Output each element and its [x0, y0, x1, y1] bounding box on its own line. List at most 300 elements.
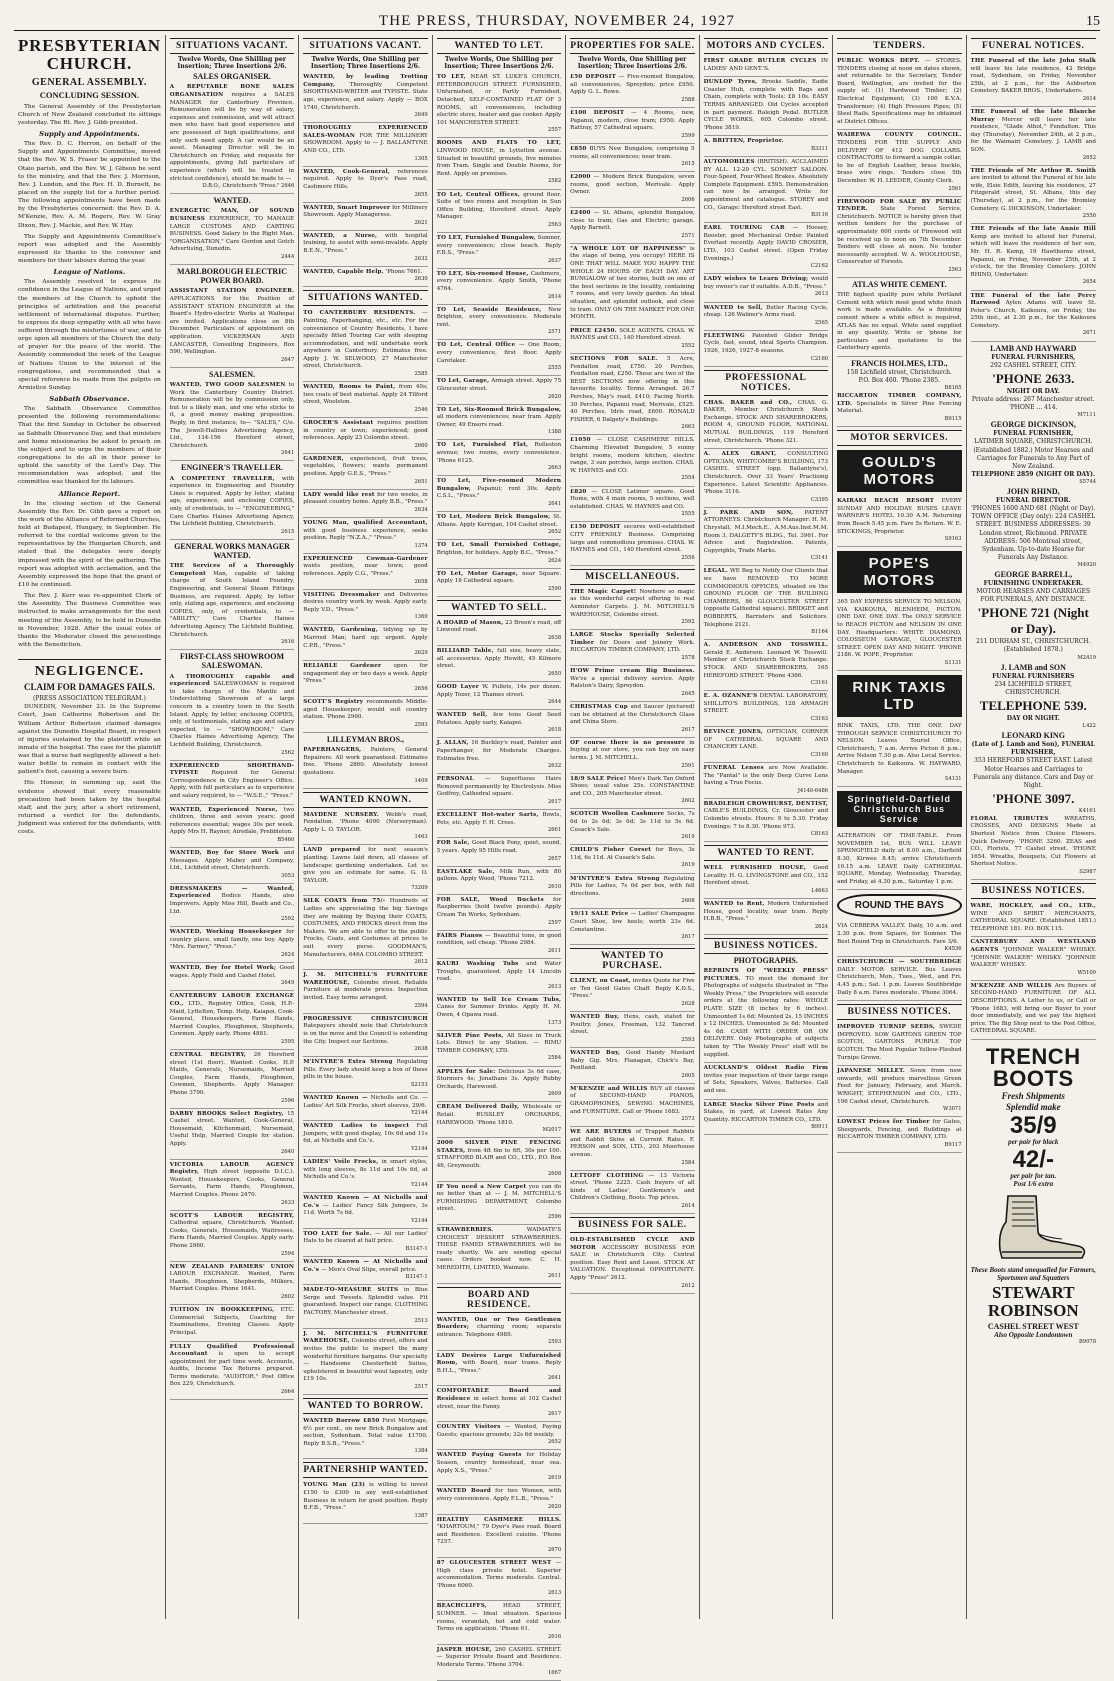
ad-text: Full Jumpers, with good display, 10s 6d and 11s 6d, at Nicholls and Co.'s.	[303, 1123, 428, 1145]
classified-ad	[303, 123, 427, 166]
ad-ref: 2615	[681, 161, 695, 168]
ad-ref: 2652	[547, 529, 562, 536]
classified-ad	[570, 1127, 694, 1170]
ad-body	[704, 727, 828, 763]
ad-body	[303, 267, 427, 288]
ad-ref: 1305	[414, 155, 428, 162]
ad-body	[437, 710, 561, 738]
ad-ref: 2582	[547, 178, 562, 185]
section-header-situations-vacant: SITUATIONS VACANT.	[170, 38, 294, 54]
stewart-robinson-address-2: Also Opposite Londontown	[994, 1330, 1073, 1339]
ad-text: 5 Acre, Fendalton road, £750. 20 Perches, Fendalton road, £250. These are two of the BEST SECTIONS now offering in this favourite locality. Terms Arranged. 26.7 Perches, May's road, £410; Facing North. 30 Perches, Papanui road, Merivale, £525. 40 Perches, Idris road, £600. RONALD FISHER, 6 Dalgety's Buildings.	[570, 356, 695, 423]
ad-keyword: HEALTHY CASHMERE HILLS.	[436, 1516, 562, 1523]
ad-ref: 2611	[547, 947, 562, 954]
ad-body	[437, 569, 561, 597]
ad-ref: 2632	[414, 255, 428, 262]
ad-body	[437, 1182, 561, 1225]
ad-text: ETC. Commercial Subjects, Coaching for Examinations, Evening Classes. Apply Principal.	[169, 1307, 295, 1336]
ad-keyword: OF course there is no pressure	[570, 739, 685, 746]
ad-keyword: 2000 SILVER PINE FENCING STAKES,	[436, 1140, 562, 1154]
classified-ad	[971, 56, 1096, 107]
ad-text: Papanui; rent 30s. Apply C.S.L., "Press."	[436, 485, 562, 500]
ad-keyword: TO Let, Seaside Residence,	[436, 306, 542, 313]
classified-ad	[570, 702, 694, 738]
classified-ad	[971, 901, 1096, 937]
ad-ref: 2593	[681, 1036, 695, 1043]
ad-body	[437, 405, 561, 441]
undertaker-extra: 211 DURHAM ST., CHRISTCHURCH. (Established 1878.)	[976, 638, 1091, 654]
ad-ref: 2645	[681, 690, 695, 697]
undertaker-address: 292 CASHEL STREET, CITY.	[990, 361, 1077, 369]
ad-keyword: TO LET,	[436, 74, 466, 81]
ad-body	[170, 1342, 294, 1401]
ad-ref: 1463	[414, 834, 428, 841]
ad-body	[570, 144, 694, 172]
article-paragraph: The General Assembly of the Presbyterian Church of New Zealand concluded its sittings yesterday. The Rt. Rev. J. Gibb presided.	[18, 103, 161, 126]
classified-ad	[303, 231, 427, 267]
ad-body	[704, 566, 828, 640]
ad-text: Man, capable of taking charge of South Island Foundry, Engineering, and General Steam Fittings Business, are required. Apply, by letter only, stating age, experience, and enclosing COPIES, only, of credentials, to — "ABILITY," Care Charles Haines Advertising Agency, The Lichfield Building, Christchurch.	[169, 570, 295, 638]
ad-keyword: THE Friends of the late Annie Hill	[970, 226, 1096, 233]
ad-ref: 2609	[547, 1091, 562, 1098]
ad-ref: 2593	[414, 721, 428, 728]
article-paragraph: The Assembly resolved to express its confidence in the League of Nations, and urged the members of the Church to uphold the principles of arbitration and the peaceful settlement of international disputes. Further, to express its deep sympathy with all who have suffered through the misfortunes of war, and to urge upon all members of the Church the duty of prayer for the peace of the world. The Assembly commended the work of the League of Nations Union to the interest of the congregations, and recommended that a special reference be made from the pulpits on Armistice Sunday.	[18, 279, 161, 392]
classified-ad	[437, 618, 561, 646]
ad-text: "KHARTOUM," 79 Dyer's Pass road. Board and Residence. Excellent cuisine. 'Phone 7257.	[436, 1524, 562, 1546]
ad-body	[837, 721, 961, 787]
ad-ref: 2617	[547, 1411, 562, 1418]
ad-keyword: SCOTT'S LABOUR REGISTRY,	[169, 1212, 295, 1219]
classified-ad	[570, 522, 694, 565]
ad-keyword: TO Let, Modern Brick Bungalow,	[436, 514, 551, 521]
ad-keyword: LEGAL.	[703, 568, 729, 575]
ad-body	[437, 1138, 561, 1181]
ad-body	[704, 799, 828, 842]
ad-body	[704, 966, 828, 1063]
ad-keyword: ROOMS AND FLATS TO LET,	[436, 140, 562, 147]
classified-ad	[303, 745, 427, 788]
ad-keyword: TOO LATE for Sale.	[303, 1230, 372, 1237]
section-header-wanted-to-sell: WANTED TO SELL.	[437, 600, 561, 616]
ad-keyword: GROCER'S Assistant	[303, 419, 374, 426]
ad-text: for next season's planting. Lawns laid down, all classes of landscape gardening undertaken. Let us give you an estimate for same. G. O. TAYLOR.	[303, 847, 428, 884]
ad-keyword: WANTED Sell,	[436, 712, 488, 719]
ad-keyword: FLORAL TRIBUTES	[970, 815, 1049, 822]
ad-body	[303, 490, 427, 518]
ad-ref: 1387	[414, 1512, 428, 1519]
ad-ref: 73209	[411, 885, 428, 892]
undertaker-name: J. LAMB and SON	[1000, 662, 1066, 672]
ad-body	[303, 1229, 427, 1257]
classified-ad	[704, 1100, 828, 1136]
ad-ref: C3395	[810, 496, 829, 503]
ad-ref: 2578	[681, 655, 695, 661]
article-source: (PRESS ASSOCIATION TELEGRAM.)	[32, 695, 146, 703]
classified-ad	[170, 1109, 294, 1160]
classified-ad	[303, 1257, 427, 1285]
ad-text: for Gates, Sheepyards, Fencing, and Buildings at RICCARTON TIMBER COMPANY, LTD.	[837, 1119, 962, 1141]
ad-ref: B5460	[277, 836, 295, 843]
ad-ref: 2596	[281, 1097, 295, 1104]
ad-keyword: TO Let, Central Offices,	[436, 191, 520, 198]
ad-keyword: £820	[570, 488, 587, 495]
ad-ref: 2671	[1082, 330, 1096, 337]
ad-body	[303, 418, 427, 454]
ad-keyword: LADIES' Voile Frocks,	[303, 1159, 379, 1166]
ad-list	[437, 72, 561, 597]
ad-ref: 2606	[681, 196, 695, 203]
ad-text: 15 Cashel street. Wanted, Cook-General, Housemaid, Kitchenmaid, Nursemaid, Useful Help, Married Couple for station. Apply.	[169, 1110, 295, 1147]
ad-list	[837, 1022, 961, 1153]
ad-keyword: WANTED Buy,	[570, 1014, 620, 1021]
classified-ad	[437, 476, 561, 512]
ad-body	[704, 398, 828, 450]
classified-ad	[437, 269, 561, 305]
ad-body	[704, 331, 828, 367]
classified-ad	[437, 810, 561, 838]
ad-keyword: CLIENT, on Coast,	[570, 978, 631, 985]
ad-body	[837, 1117, 961, 1153]
ad-single	[837, 391, 961, 427]
ad-text: — Beautiful tone, in good condition, sell cheap. 'Phone 2984.	[436, 932, 562, 947]
classified-ad	[303, 1480, 427, 1523]
ad-ref: 2658	[414, 578, 428, 585]
boots-price-black: 35/9	[1009, 1112, 1057, 1140]
ad-text: — Ladies' Champagne Court Shoe, low heels; worth 23s 6d. Constantine.	[570, 911, 695, 933]
classified-ad	[971, 981, 1096, 1040]
ad-keyword: RELIABLE Gardener	[303, 663, 382, 670]
ad-body	[303, 896, 427, 970]
ad-body	[303, 382, 427, 418]
ad-keyword: FLEETWING	[703, 332, 745, 339]
ad-keyword: SLIVER Pine Posts,	[436, 1032, 504, 1039]
ad-keyword: H'OW Prime cream Big Business.	[570, 668, 695, 675]
classified-ad	[437, 931, 561, 959]
ad-body	[570, 702, 694, 738]
classified-ad	[437, 774, 561, 810]
ad-body	[437, 512, 561, 540]
classified-ad	[570, 666, 694, 702]
ad-text: with good business experience, seeks position. Reply "N.Z.A.," "Press."	[303, 527, 428, 542]
ad-ref: 3053	[281, 872, 295, 879]
ad-body	[437, 838, 561, 866]
ad-text: DENTAL LABORATORY, SHILLITO'S BUILDINGS, 128 ARMAGH STREET.	[703, 693, 829, 715]
ad-text: All Sizes in Truck Lots. Direct to any Station. — RIMU TIMBER COMPANY, LTD.	[436, 1032, 562, 1054]
ad-ref: 2592	[281, 916, 295, 923]
ad-keyword: VICTORIA LABOUR AGENCY Registry,	[169, 1161, 295, 1176]
rate-line: Twelve Words, One Shilling per Insertion; Three Insertions 2/6.	[577, 56, 688, 71]
ad-single	[837, 496, 961, 547]
ad-text: FOR THE MILLINERY SHOWROOM. Apply to — J. BALLANTYNE AND CO., LTD.	[303, 132, 428, 155]
ad-body	[570, 326, 694, 354]
ad-body	[303, 554, 427, 590]
ad-keyword: TO Let, Motor Garage,	[436, 570, 519, 577]
classified-ad	[303, 554, 427, 590]
ad-text: — Painting, Paperhanging, etc., etc. For the convenience of Country Residents, I have specially fitted Touring Car with sleeping accommodation, and will undertake work anywhere in Canterbury. Estimates free. Apply J. W. SELWOOD, 27 Manchester street, Christchurch.	[303, 310, 428, 370]
ad-text: WAIMATE'S CHOICEST DESSERT STRAWBERRIES. THESE FAMED STRAWBERRIES will be ready shortly. We are sending special cases. Orders booked now. C. H. MEREDITH, LIMITED, Waimate.	[436, 1227, 562, 1272]
ad-text: in Blue Serge and Tweeds. Splendid value. Fit guaranteed. Inspect our range. CLOTHING FACTORY, Manchester street.	[303, 1287, 428, 1317]
section-header-wanted-known: WANTED KNOWN.	[303, 792, 427, 808]
ad-body	[570, 666, 694, 702]
ad-body	[170, 927, 294, 963]
ad-keyword: THE Funeral of the late Blanche Murray	[970, 109, 1096, 123]
ad-body	[170, 1160, 294, 1211]
ad-body	[303, 810, 427, 846]
ad-body	[971, 814, 1096, 880]
ad-body	[971, 56, 1096, 107]
ad-ref: B3147-1	[405, 1274, 428, 1281]
ad-ref: 2552	[681, 343, 695, 349]
undertaker-sub: FUNERAL FURNISHERS,	[991, 353, 1076, 361]
ad-keyword: £2400	[570, 210, 591, 217]
ad-text: would buy owner's car if suitable. A.D.B., "Press."	[703, 276, 829, 290]
ad-single	[704, 1100, 828, 1136]
ad-keyword: CANTERBURY AND WESTLAND AGENTS	[970, 939, 1096, 954]
ad-text: BUY all classes of SECOND-HAND PIANOS, GRAMOPHONES, SEWING MACHINES, and FURNITURE. Call or 'Phone 1683.	[570, 1085, 695, 1115]
ad-single	[303, 1416, 427, 1459]
ad-body	[437, 269, 561, 305]
ad-ref: 2612	[681, 1282, 695, 1289]
boots-postage: Post 1/6 extra	[1013, 1180, 1054, 1189]
ad-ref: C3169	[810, 751, 829, 758]
ad-text: Colombo street. Reliable Furniture at moderate prices. Inspection invited. Easy terms arranged.	[303, 979, 428, 1002]
ad-body	[437, 1031, 561, 1067]
ad-ref: 2571	[547, 329, 562, 336]
ad-ref: Y2144	[411, 1181, 428, 1188]
classified-ad	[704, 799, 828, 842]
ad-ref: 2619	[681, 862, 695, 869]
ad-text: — Hoosey, Booster, good Mechanical Order. Painted Everlast recently. Apply DAVID CROSIER, LTD., 103 Cashel street. (Open Friday Evenings.)	[703, 225, 829, 262]
article-paragraph: The Supply and Appointments Committee's report was adopted and the Assembly expressed its thanks to the convener and members for their labours during the year.	[18, 233, 161, 265]
classified-ad	[437, 1601, 561, 1644]
classified-ad	[170, 463, 294, 539]
ad-keyword: WANTED, Boy for Store Work	[169, 849, 279, 856]
ad-keyword: CANTERBURY LABOUR EXCHANGE CO.,	[169, 993, 295, 1007]
ad-list	[704, 863, 828, 935]
ad-text: Good Black Pony, quiet, sound, 5 years. Apply 95 Hills road.	[436, 840, 562, 854]
ad-keyword: EXPERIENCED Cowman-Gardener	[303, 555, 428, 562]
ad-keyword: WANTED, TWO GOOD SALESMEN	[169, 382, 286, 388]
ad-text: Wholesale or Retail. RUSSLEY ORCHARDS, HAREWOOD. 'Phone 1810.	[436, 1104, 562, 1126]
ad-text: EXPERIENCE, TO MANAGE LARGE CUSTOMS AND CARTING BUSINESS. Good Salary to the Right Man. "ORGANISATION," Care Gordon and Gotch Advertising, Dunedin.	[169, 216, 295, 253]
article-section-head: Sabbath Observance.	[49, 395, 130, 404]
classified-ad	[303, 1285, 427, 1328]
classified-ad	[570, 1084, 694, 1127]
column-4	[433, 35, 566, 1676]
ad-keyword: M'KENZIE AND WILLIS	[970, 982, 1052, 989]
ad-keyword: WE ARE BUYERS	[570, 1129, 632, 1136]
ad-keyword: LARGE Stocks Specially Selected Timber	[570, 632, 695, 646]
ad-text: 26 Hereford street (1st floor). Wanted: Cooks, H.P. Maids, Generals, Nursemaids, Married Couples, Farm Hands, Ploughmen, Cowmen, Shepherds. Apply Manager. Phone 3790.	[169, 1051, 295, 1096]
goulds-motors-banner: GOULD'S MOTORS	[837, 450, 961, 492]
ad-body	[303, 231, 427, 267]
ad-body	[704, 157, 828, 223]
ad-text: SOLE AGENTS. CHAS. W. HAYNES and CO., 140 Hereford street.	[570, 327, 695, 342]
ad-keyword: SECTIONS FOR SALE.	[570, 356, 658, 363]
ad-body	[303, 745, 427, 788]
undertaker-phone: TELEPHONE 2859 (NIGHT OR DAY).	[971, 470, 1096, 478]
ad-text: Bodice Hands, also Improvers. Apply Miss Hill, Beath and Co., Ltd.	[169, 893, 295, 915]
ad-body	[437, 1225, 561, 1284]
ad-keyword: LOWEST Prices for Timber	[837, 1119, 930, 1126]
ad-text: — STORES. TENDERS closing at noon on dates shown, and returnable to the Secretary, Tender Board, Wellington, are invited for the supply of: (1) Hardwood Timber; (2) Electrical Equipment; (3) 100 K.V.A. Transformer; (4) High Pressure Pipes; (5) Steel Rails. Specifications may be obtained at District Offices.	[837, 58, 962, 125]
ad-text: from 40s; two coats of best material. Apply 24 Tilford street, Woolston.	[303, 384, 428, 406]
ad-ref: S9163	[944, 536, 962, 543]
ad-body	[303, 1157, 427, 1193]
ad-body	[570, 522, 694, 565]
ad-keyword: WANTED Known — At Nicholls and Co.'s	[303, 1194, 428, 1209]
ad-ref: C8163	[810, 831, 829, 838]
ad-text: — CLOSE CASHMERE HILLS. Charming Elevated Bungalow, 5 sunny bright rooms, modern kitchen, electric range, 3 sun porches, large section. CHAS. W. HAYNES and CO.	[570, 437, 695, 474]
ad-ref: 2611	[547, 1272, 562, 1279]
article-paragraph: The Rev. D. C. Herron, on behalf of the Supply and Appointments Committee, moved that the Rev. W. S. Fraser be appointed to the Otaio parish, and the Rev. W. J. Gibson be sent to the ministry, and that the Rev. J. Morrison, Rev. J. Lundon, and the Rev. H. D. Burnett, be placed on the supply list for a further period. The following appointments have been made by the Presbyteries concerned: the Rev. D. A. M'Kenzie, Rev. A. M. Rogers, Rev. W. Gray Dixon, Rev. J. Mackie, and Rev. W. Hay.	[18, 141, 161, 229]
ad-text: — CLOSE Latimer square. Good Home, with 4 main rooms, 5 sections, well established. CHAS. W. HAYNES and CO.	[570, 488, 695, 510]
ad-body	[837, 957, 961, 1001]
ad-ref: 2573	[681, 1116, 695, 1123]
ad-body	[704, 274, 828, 302]
ad-keyword: TO Let, Small Furnished Cottage,	[436, 542, 562, 549]
ad-text: full size, heavy slate, all accessories. Apply Hewitt, 45 Kilmore street.	[436, 648, 562, 670]
ad-keyword: WANTED Ladies to inspect	[303, 1123, 410, 1130]
ad-ref: 2617	[681, 934, 695, 941]
classified-ad	[837, 921, 961, 957]
ad-text: SALESWOMAN is required to take charge of the Mantle and Underclothing Showroom of a large concern in a country town in the South Island. Apply, by letter, enclosing COPIES, only, of testimonials, stating age and salary expected, to — "SHOWROOM," Care Charles Haines Advertising Agency, The Lichfield Building, Christchurch.	[169, 681, 295, 748]
classified-ad	[570, 845, 694, 873]
ad-ref: M4920	[1077, 561, 1096, 568]
classified-ad	[170, 1305, 294, 1341]
ad-text: requires position in country or town; experienced; good references. Apply 23 Colombo street.	[303, 419, 428, 442]
ad-body	[437, 1386, 561, 1422]
ad-text: for Holiday Season, country homestead, near sea. Apply X.S., "Press."	[436, 1452, 562, 1474]
undertaker-sub: (Late of J. Lamb and Son), FUNERAL FURNISHER,	[971, 741, 1095, 757]
ad-body	[837, 1022, 961, 1066]
section-header-situations-wanted: SITUATIONS WANTED.	[303, 290, 427, 306]
ad-keyword: WANTED, Working Housekeeper	[169, 929, 282, 936]
ad-text: requires a SALES MANAGER for Canterbury Province. Remuneration will be by way of salary, expenses and commission, and will attract men who have had good experience and are possessed of high qualifications, and only such need apply. A car would be an asset. Managing Director will be in Christchurch on Friday, and requests for appointments, giving full particulars of experience (which will be treated in strictest confidence), should be made to —	[169, 92, 295, 182]
classified-ad	[971, 224, 1096, 290]
ad-text: Good Handy Mustard Baby Gig. Mrs. Flanagan, Chick's Bay, Pentland.	[570, 1049, 695, 1072]
classified-ad	[170, 1160, 294, 1211]
ad-text: Nowhere so magic as this wonderful carpet offering to real Axminster Carpets. J. M. MITCHELL'S WAREHOUSE, Colombo street.	[570, 588, 695, 618]
ad-body	[170, 848, 294, 884]
ad-ref: 2614	[681, 1203, 695, 1209]
ad-ref: 2517	[414, 1383, 428, 1390]
classified-ad	[437, 1031, 561, 1067]
ad-ref: L4663	[811, 888, 829, 894]
ad-ref: B3311	[811, 145, 829, 152]
classified-ad	[303, 72, 427, 123]
ad-text: with experience in Engineering and Foundry Lines is required. Apply by letter, stating age, experience, and enclosing COPIES, only, of credentials, to — "ENGINEERING," Care Charles Haines Advertising Agency, The Lichfield Building, Christchurch.	[169, 475, 295, 528]
ad-ref: M7111	[1077, 412, 1096, 419]
ad-ref: 2588	[681, 97, 695, 104]
ad-list	[704, 56, 828, 367]
trench-boots-ad	[971, 1046, 1096, 1345]
ad-keyword: LADY would like rest	[303, 491, 375, 498]
ad-text: Aylen Adams will leave St. Peter's Church, Kaikoura, on Friday, the 25th inst., at 2.30 p.m., for the Kaikoura Cemetery.	[970, 300, 1096, 329]
ad-ref: 2634	[414, 506, 428, 513]
classified-ad	[570, 208, 694, 244]
article-headline: PRESBYTERIAN CHURCH.	[18, 36, 161, 73]
ad-text: Colombo street, offers and invites the public to inspect the many wonderful furniture bargains. Our specialty — Handsome Chesterfield Suites, upholstered in beautiful wool tapestry, only £19 10s.	[303, 1338, 428, 1383]
ad-keyword: LARGE Stocks Silver Pine Posts	[703, 1101, 815, 1108]
ad-ref: 2608	[547, 1170, 562, 1177]
classified-ad	[971, 814, 1096, 880]
ad-body	[437, 618, 561, 646]
boots-title: TRENCH BOOTS	[985, 1044, 1081, 1092]
ad-keyword: WANTED, One or Two Gentlemen Boarders;	[436, 1316, 562, 1331]
ad-ref: 2617	[681, 726, 695, 733]
ad-text: "JOHNNIE WALKER" WHISKY. "JOHNNIE WALKER" WHISKY. "JOHNNIE WALKER" WHISKY.	[970, 947, 1097, 969]
ad-body	[837, 56, 961, 130]
ad-keyword: AUTOMOBILES	[703, 159, 755, 165]
section-header-properties-for-sale: PROPERTIES FOR SALE.	[570, 38, 694, 54]
classified-ad	[437, 233, 561, 269]
ad-text: Modern Unfurnished House, good locality, near tram. Reply H.B.B., "Press."	[703, 901, 829, 923]
ad-ref: 2592	[681, 619, 695, 626]
classified-ad	[704, 899, 828, 935]
ad-text: Hundreds of Ladies are appreciating the big Savings they are making by Buying their COATS, COSTUMES, AND FROCKS direct from the Makers. We are able to offer to the public Frocks, Coats, and Costumes at prices to suit every purse. GOODMAN'S, Manufacturers, 646A COLOMBO STREET.	[303, 898, 428, 958]
ad-body	[170, 561, 294, 650]
ad-text: — High class private hotel. Superior accommodation. Terms moderate. Central. 'Phone 6060.	[436, 1560, 562, 1589]
classified-ad	[170, 1262, 294, 1305]
ad-keyword: WANTED Board	[436, 1488, 491, 1495]
ad-body	[704, 136, 828, 157]
ad-ref: 2557	[547, 127, 562, 134]
ad-ref: 2651	[414, 478, 428, 485]
atlas-address: 158 Lichfield street, Christchurch.	[846, 369, 952, 377]
ad-body	[170, 805, 294, 848]
classified-ad	[570, 172, 694, 208]
classified-ad	[971, 937, 1096, 980]
ad-text: ground floor. Suite of two rooms and reception in Sun Office Building, Hereford street. Apply Manager.	[436, 191, 562, 221]
classified-ad	[303, 845, 427, 896]
ad-list	[170, 72, 294, 1400]
undertaker-sub: FUNERAL DIRECTOR.	[995, 497, 1071, 505]
boots-sub: Splendid make	[1005, 1102, 1061, 1113]
ad-keyword: CHAS. BAKER and CO.,	[703, 399, 793, 406]
ad-ref: 2613	[814, 291, 829, 298]
section-header-wanted-to-purchase: WANTED TO PURCHASE.	[570, 948, 694, 974]
ad-text: CHAS. G. BAKER, Member Christchurch Stock Exchange. STOCK AND SHAREBROKERS, ROOM 4, GROUND FLOOR, NATIONAL MUTUAL BUILDINGS, 119 Hereford street, Christchurch. 'Phone 321.	[703, 399, 829, 444]
classified-ad	[437, 1450, 561, 1486]
undertaker-name: GEORGE DICKINSON,	[990, 420, 1076, 430]
classified-ad	[837, 130, 961, 196]
ad-keyword: WANTED, Gardening,	[303, 627, 378, 634]
ad-body	[570, 1048, 694, 1084]
ad-body	[303, 1257, 427, 1285]
ad-ref: 2590	[547, 585, 562, 592]
ad-ref: 2554	[681, 475, 695, 482]
ad-keyword: ENERGETIC MAN, OF SOUND BUSINESS	[169, 208, 295, 222]
ad-text: IN LADIES' AND GENT.'S.	[703, 58, 829, 72]
ad-text: Sumner, every convenience; close beach. Reply F.B.S., "Press."	[436, 234, 562, 257]
ad-ref: D.B.O., Christchurch "Press." 2646	[202, 183, 295, 190]
ad-text: in select home at 102 Cashel street, near the Fanny.	[436, 1395, 562, 1410]
ad-list	[303, 810, 427, 1286]
ad-body	[437, 682, 561, 710]
ad-keyword: PAPERHANGERS,	[303, 747, 362, 754]
classified-ad	[570, 326, 694, 354]
ad-text: to Work the Canterbury Country District. Remuneration will be by commission only, but to a likely man, and one who sticks to it, a good money making proposition. Reply, in first instance, to— "SALES," C/o. The Jewell-Halines Advertising Agency, Ltd., 134-156 Hereford street, Christchurch.	[169, 382, 295, 449]
ad-text: Hens, cash, stated for Poultry. Jones, Freeman, 132 Tancred street.	[570, 1014, 695, 1036]
undertaker-phone: 'PHONE 3097.	[992, 790, 1075, 806]
classified-ad	[570, 1048, 694, 1084]
ad-ref: 2654	[1082, 279, 1096, 286]
classified-ad	[437, 1315, 561, 1351]
ad-keyword: PERSONAL	[436, 776, 474, 783]
ad-body	[971, 937, 1096, 980]
ad-ref: M2017	[542, 1127, 562, 1134]
